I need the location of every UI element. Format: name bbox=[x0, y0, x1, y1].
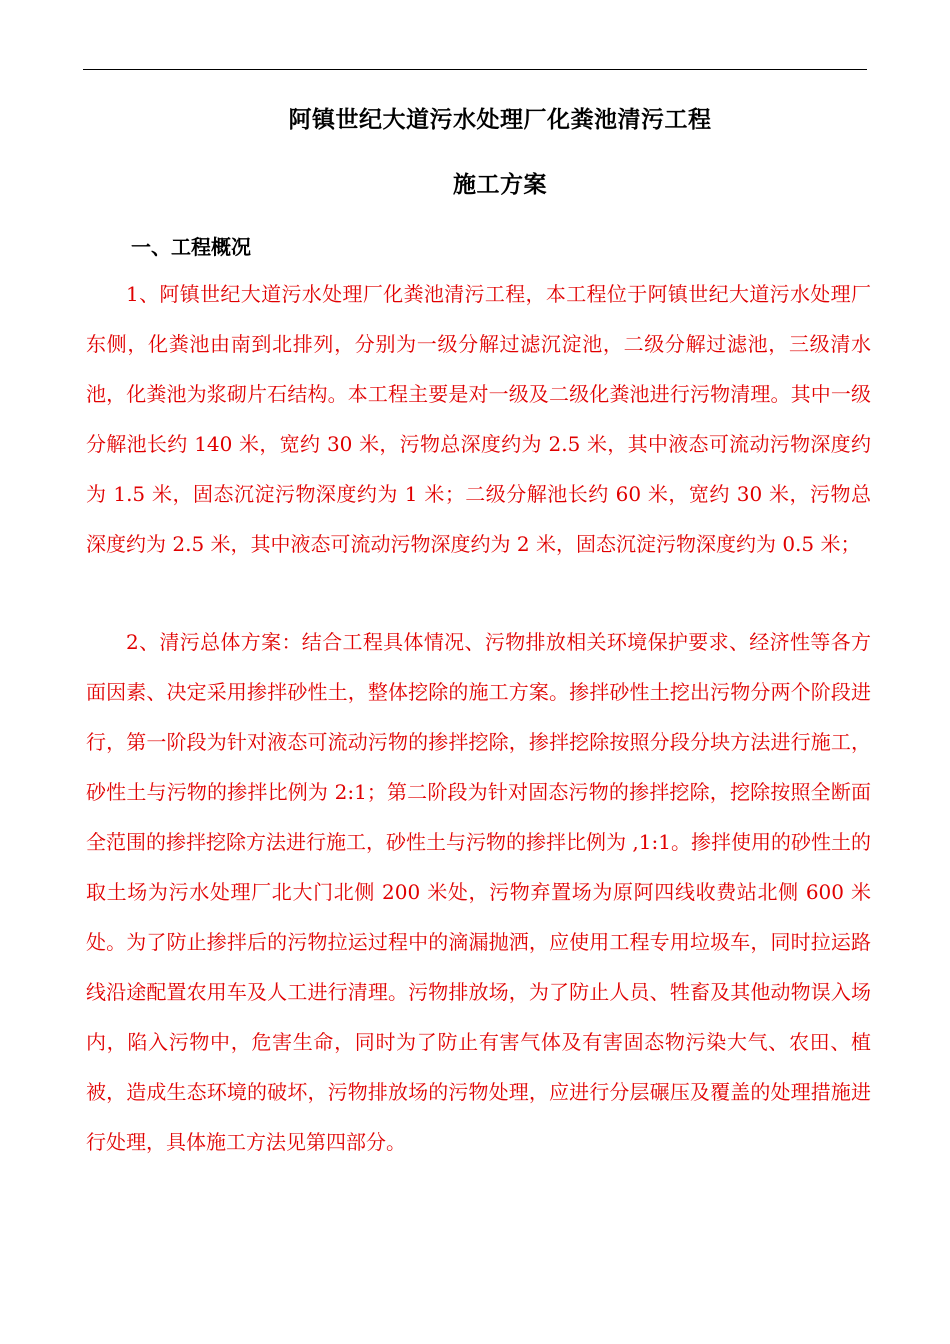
header-rule bbox=[83, 69, 867, 70]
document-title: 阿镇世纪大道污水处理厂化粪池清污工程 bbox=[288, 106, 712, 133]
document-subtitle: 施工方案 bbox=[453, 171, 547, 198]
paragraph-cleaning-plan: 2、清污总体方案：结合工程具体情况、污物排放相关环境保护要求、经济性等各方面因素、决定采用掺拌砂性土，整体挖除的施工方案。掺拌砂性土挖出污物分两个阶段进行，第一阶段为针对液态可流动污物的掺拌挖除，掺拌挖除按照分段分块方法进行施工，砂性土与污物的掺拌比例为 2:1；第二阶段为针对固态污物的掺拌挖除，挖除按照全断面全范围的掺拌挖除方法进行施工，砂性土与污物的掺拌比例为 ,1:1。掺拌使用的砂性土的取土场为污水处理厂北大门北侧 200 米处，污物弃置场为原阿四线收费站北侧 600 米处。为了防止掺拌后的污物拉运过程中的滴漏抛洒，应使用工程专用垃圾车，同时拉运路线沿途配置农用车及人工进行清理。污物排放场，为了防止人员、牲畜及其他动物误入场内，陷入污物中，危害生命，同时为了防止有害气体及有害固态物污染大气、农田、植被，造成生态环境的破坏，污物排放场的污物处理，应进行分层碾压及覆盖的处理措施进行处理，具体施工方法见第四部分。 bbox=[86, 630, 871, 1154]
section-heading-overview: 一、工程概况 bbox=[131, 235, 251, 259]
paragraph-project-overview: 1、阿镇世纪大道污水处理厂化粪池清污工程，本工程位于阿镇世纪大道污水处理厂东侧，化粪池由南到北排列，分别为一级分解过滤沉淀池，二级分解过滤池，三级清水池，化粪池为浆砌片石结构。本工程主要是对一级及二级化粪池进行污物清理。其中一级分解池长约 140 米，宽约 30 米，污物总深度约为 2.5 米，其中液态可流动污物深度约为 1.5 米，固态沉淀污物深度约为 1 米；二级分解池长约 60 米，宽约 30 米，污物总深度约为 2.5 米，其中液态可流动污物深度约为 2 米，固态沉淀污物深度约为 0.5 米； bbox=[86, 282, 871, 556]
